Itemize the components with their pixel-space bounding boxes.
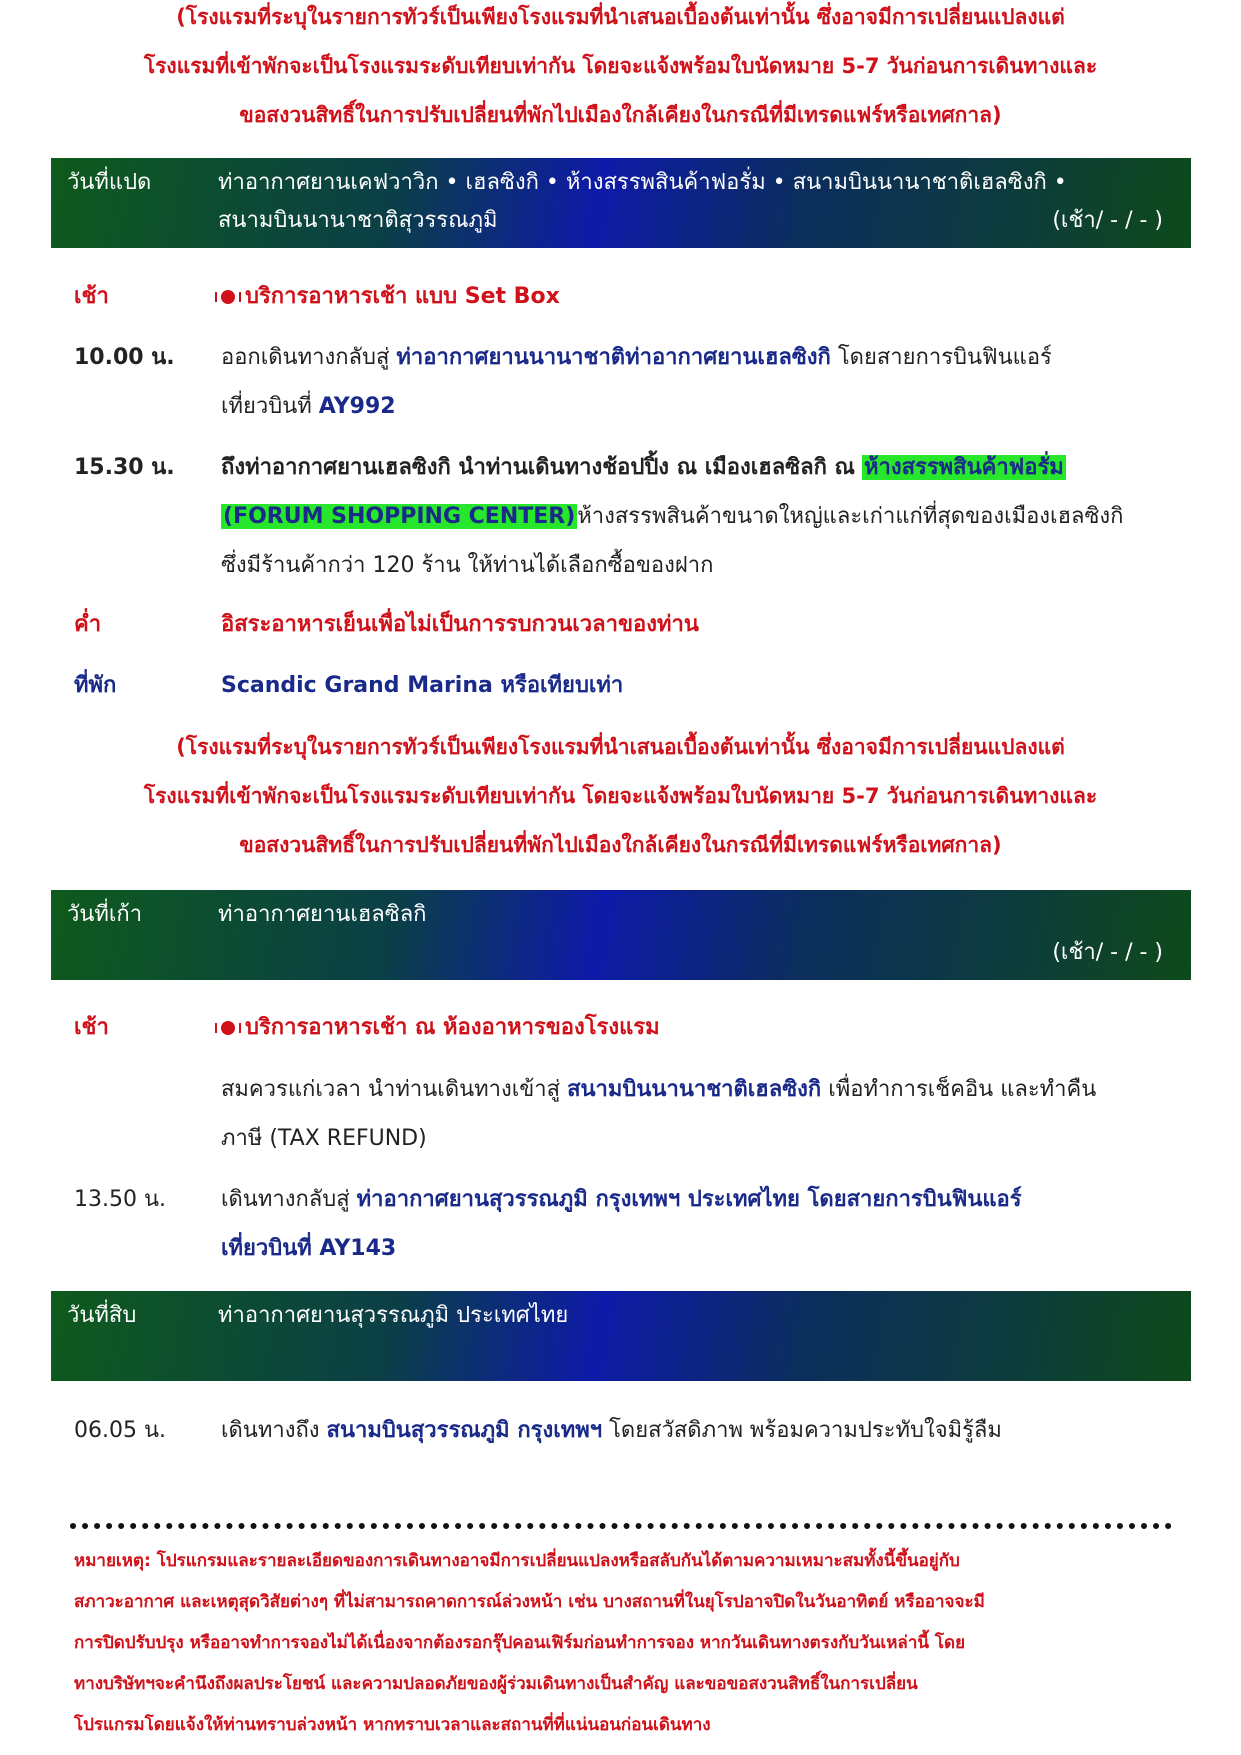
- day9-title: ท่าอากาศยานเฮลซิลกิ: [218, 902, 427, 927]
- day9-breakfast-desc: บริการอาหารเช้า ณ ห้องอาหารของโรงแรม: [221, 1003, 1231, 1052]
- notice-line: โรงแรมที่เข้าพักจะเป็นโรงแรมระดับเทียบเท่ากัน โดยจะแจ้งพร้อมใบนัดหมาย 5-7 วันก่อนการเดินทางและ: [143, 784, 1098, 808]
- day8-label: วันที่แปด: [67, 170, 152, 195]
- day10-0605-time: 06.05 น.: [74, 1418, 167, 1443]
- remark-line: ทางบริษัทฯจะคำนึงถึงผลประโยชน์ และความปลอดภัยของผู้ร่วมเดินทางเป็นสำคัญ และขอขอสงวนสิทธิ์ในการเปลี่ยน: [74, 1674, 918, 1694]
- dotted-divider: [70, 1523, 1172, 1529]
- notice-line: (โรงแรมที่ระบุในรายการทัวร์เป็นเพียงโรงแรมที่นำเสนอเบื้องต้นเท่านั้น ซึ่งอาจมีการเปลี่ยนแปลงแต่: [176, 5, 1065, 29]
- dish-icon: [221, 290, 235, 304]
- day8-dinner-time: ค่ำ: [74, 612, 102, 637]
- day8-title: [218, 164, 1067, 240]
- day10-label: วันที่สิบ: [67, 1303, 137, 1328]
- remark-block: [74, 1541, 1174, 1746]
- dish-icon: [221, 1021, 235, 1035]
- day10-title: ท่าอากาศยานสุวรรณภูมิ ประเทศไทย: [218, 1303, 569, 1328]
- day8-meals: (เช้า/ - / - ): [1052, 208, 1163, 233]
- hotel-notice-day8: [40, 723, 1201, 870]
- day8-hotel-time: ที่พัก: [74, 673, 117, 698]
- day8-hotel-desc: Scandic Grand Marina หรือเทียบเท่า: [221, 673, 624, 698]
- notice-line: (โรงแรมที่ระบุในรายการทัวร์เป็นเพียงโรงแรมที่นำเสนอเบื้องต้นเท่านั้น ซึ่งอาจมีการเปลี่ยนแปลงแต่: [176, 735, 1065, 759]
- hotel-notice-top: [40, 0, 1201, 140]
- day8-1530-time: 15.30 น.: [74, 455, 175, 480]
- day9-1350-time: 13.50 น.: [74, 1187, 167, 1212]
- notice-line: โรงแรมที่เข้าพักจะเป็นโรงแรมระดับเทียบเท่ากัน โดยจะแจ้งพร้อมใบนัดหมาย 5-7 วันก่อนการเดินทางและ: [143, 54, 1098, 78]
- day8-dinner-desc: อิสระอาหารเย็นเพื่อไม่เป็นการรบกวนเวลาของท่าน: [221, 612, 699, 637]
- remark-line: โปรแกรมโดยแจ้งให้ท่านทราบล่วงหน้า หากทราบเวลาและสถานที่ที่แน่นอนก่อนเดินทาง: [74, 1715, 711, 1735]
- day9-banner: [51, 890, 1191, 980]
- notice-line: ขอสงวนสิทธิ์ในการปรับเปลี่ยนที่พักไปเมืองใกล้เคียงในกรณีที่มีเทรดแฟร์หรือเทศกาล): [239, 833, 1002, 857]
- day9-checkin-desc: สมควรแก่เวลา นำท่านเดินทางเข้าสู่ สนามบินนานาชาติเฮลซิงกิ เพื่อทำการเช็คอิน และทำคืน ภาษี (TAX REFUND): [221, 1077, 1097, 1151]
- remark-line: การปิดปรับปรุง หรืออาจทำการจองไม่ได้เนื่องจากต้องรอกรุ๊ปคอนเฟิร์มก่อนทำการจอง หากวันเดินทางตรงกับวันเหล่านี้ โดย: [74, 1633, 966, 1653]
- day10-banner: [51, 1291, 1191, 1381]
- day9-meals: (เช้า/ - / - ): [1052, 940, 1163, 965]
- day10-0605-desc: เดินทางถึง สนามบินสุวรรณภูมิ กรุงเทพฯ โดยสวัสดิภาพ พร้อมความประทับใจมิรู้ลืม: [221, 1418, 1002, 1443]
- day8-1530-desc: ถึงท่าอากาศยานเฮลซิงกิ นำท่านเดินทางช้อปปิ้ง ณ เมืองเฮลซิลกิ ณ ห้างสรรพสินค้าฟอรั่ม (FORUM SHOPPING CENTER)ห้างสรรพสินค้าขนาดใหญ่และเก่าแก่ที่สุดของเมืองเฮลซิงกิ ซึ่งมีร้านค้ากว่า 120 ร้าน ให้ท่านได้เลือกซื้อของฝาก: [221, 455, 1124, 578]
- day9-label: วันที่เก้า: [67, 902, 143, 927]
- day9-breakfast-time: เช้า: [74, 1015, 109, 1040]
- day8-breakfast-time: เช้า: [74, 284, 109, 309]
- remark-line: สภาวะอากาศ และเหตุสุดวิสัยต่างๆ ที่ไม่สามารถคาดการณ์ล่วงหน้า เช่น บางสถานที่ในยุโรปอาจปิดในวันอาทิตย์ หรืออาจจะมี: [74, 1592, 985, 1612]
- day8-breakfast-desc: บริการอาหารเช้า แบบ Set Box: [221, 272, 1231, 321]
- day8-title-line1: ท่าอากาศยานเคฟวาวิก • เฮลซิงกิ • ห้างสรรพสินค้าฟอรั่ม • สนามบินนานาชาติเฮลซิงกิ •: [218, 170, 1067, 195]
- day8-title-line2: สนามบินนานาชาติสุวรรณภูมิ: [218, 208, 498, 233]
- day9-1350-desc: เดินทางกลับสู่ ท่าอากาศยานสุวรรณภูมิ กรุงเทพฯ ประเทศไทย โดยสายการบินฟินแอร์ เที่ยวบินที่ AY143: [221, 1187, 1022, 1261]
- notice-line: ขอสงวนสิทธิ์ในการปรับเปลี่ยนที่พักไปเมืองใกล้เคียงในกรณีที่มีเทรดแฟร์หรือเทศกาล): [239, 103, 1002, 127]
- day8-1000-desc: ออกเดินทางกลับสู่ ท่าอากาศยานนานาชาติท่าอากาศยานเฮลซิงกิ โดยสายการบินฟินแอร์ เที่ยวบินที่ AY992: [221, 345, 1052, 419]
- forum-highlight: ห้างสรรพสินค้าฟอรั่ม: [863, 455, 1064, 480]
- remark-line: หมายเหตุ: โปรแกรมและรายละเอียดของการเดินทางอาจมีการเปลี่ยนแปลงหรือสลับกันได้ตามความเหมาะสมทั้งนี้ขึ้นอยู่กับ: [74, 1551, 960, 1571]
- forum-highlight: (FORUM SHOPPING CENTER): [223, 504, 576, 529]
- day8-banner: [51, 158, 1191, 248]
- day8-1000-time: 10.00 น.: [74, 345, 175, 370]
